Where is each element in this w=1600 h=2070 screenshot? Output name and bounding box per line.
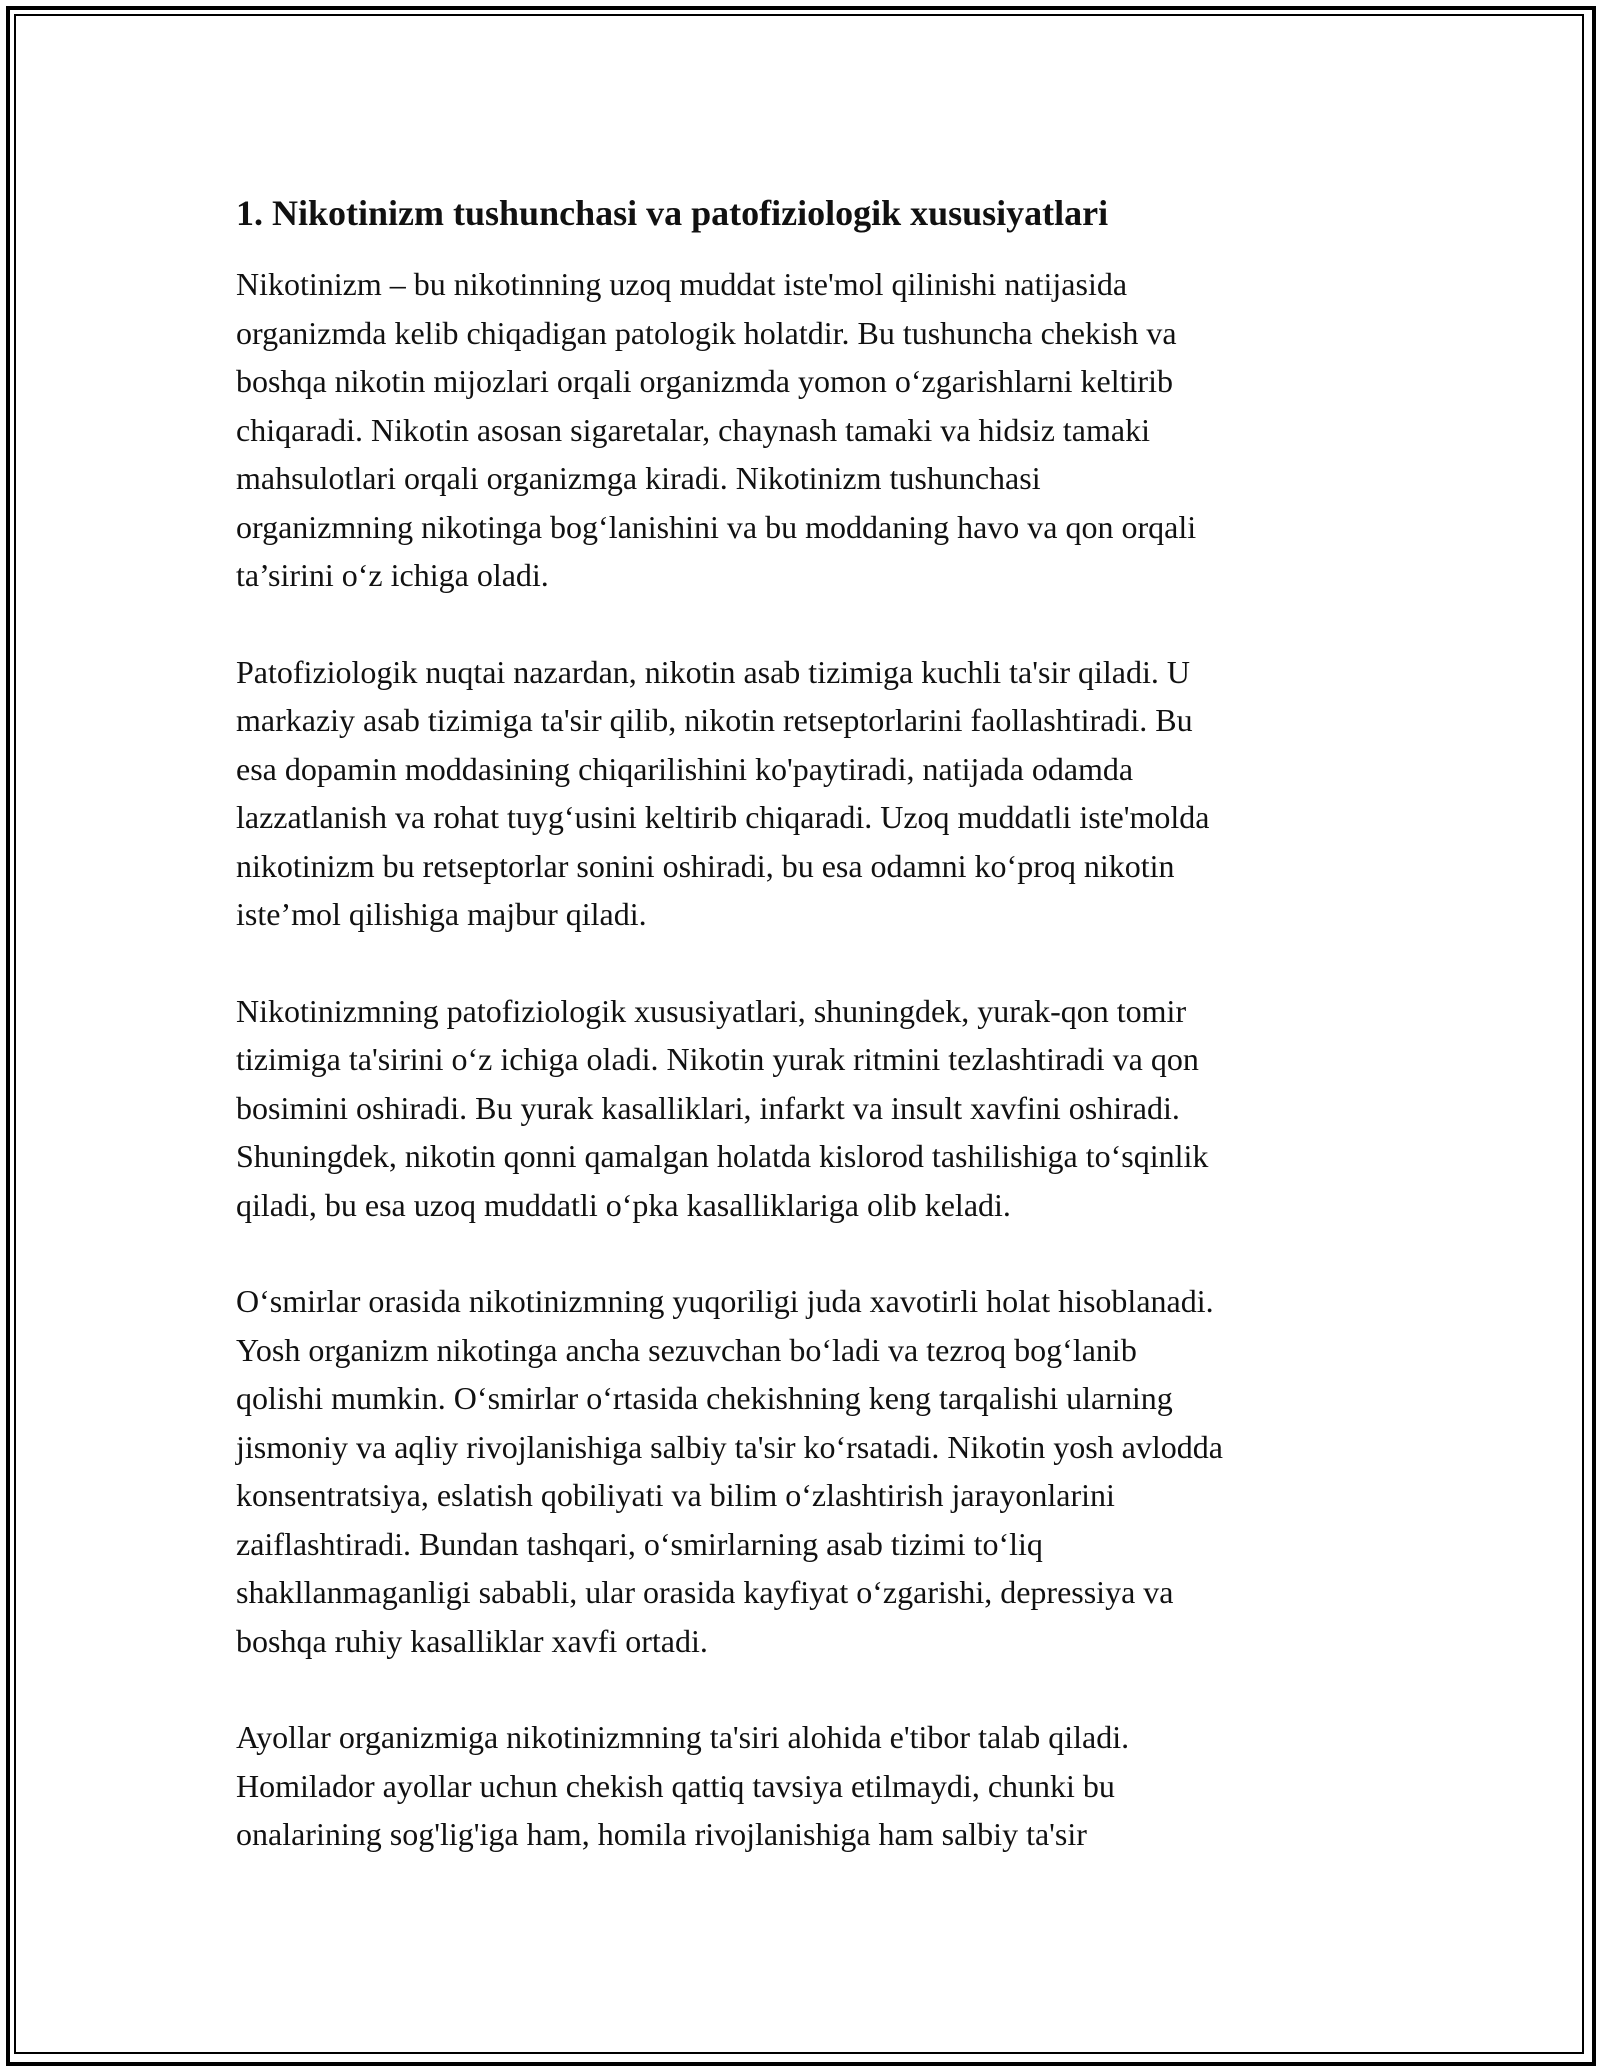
- text-line: bosimini oshiradi. Bu yurak kasalliklari, infarkt va insult xavfini oshiradi.: [236, 1089, 1180, 1126]
- text-line: Patofiziologik nuqtai nazardan, nikotin asab tizimiga kuchli ta'sir qiladi. U: [236, 653, 1190, 690]
- text-line: Nikotinizmning patofiziologik xususiyatlari, shuningdek, yurak-qon tomir: [236, 992, 1187, 1029]
- text-line: qolishi mumkin. O‘smirlar o‘rtasida chekishning keng tarqalishi ularning: [236, 1380, 1173, 1416]
- text-line: Shuningdek, nikotin qonni qamalgan holatda kislorod tashilishiga to‘sqinlik: [236, 1138, 1209, 1174]
- text-line: markaziy asab tizimiga ta'sir qilib, nikotin retseptorlarini faollashtiradi. Bu: [236, 702, 1193, 738]
- text-line: lazzatlanish va rohat tuyg‘usini keltirib chiqaradi. Uzoq muddatli iste'molda: [236, 799, 1210, 835]
- text-line: qiladi, bu esa uzoq muddatli o‘pka kasalliklariga olib keladi.: [236, 1186, 1011, 1223]
- paragraph-5: [236, 1713, 1396, 1859]
- text-line: organizmda kelib chiqadigan patologik holatdir. Bu tushuncha chekish va: [236, 314, 1177, 351]
- text-line: mahsulotlari orqali organizmga kiradi. Nikotinizm tushunchasi: [236, 460, 1041, 496]
- text-line: konsentratsiya, eslatish qobiliyati va bilim o‘zlashtirish jarayonlarini: [236, 1477, 1115, 1513]
- text-line: shakllanmaganligi sababli, ular orasida kayfiyat o‘zgarishi, depressiya va: [236, 1574, 1174, 1610]
- text-line: Homilador ayollar uchun chekish qattiq tavsiya etilmaydi, chunki bu: [236, 1767, 1115, 1804]
- text-line: boshqa nikotin mijozlari orqali organizmda yomon o‘zgarishlarni keltirib: [236, 363, 1173, 399]
- text-line: jismoniy va aqliy rivojlanishiga salbiy ta'sir ko‘rsatadi. Nikotin yosh avlodda: [236, 1428, 1223, 1465]
- text-line: Ayollar organizmiga nikotinizmning ta'siri alohida e'tibor talab qiladi.: [236, 1719, 1130, 1755]
- paragraph-2: [236, 648, 1396, 939]
- section-heading: 1. Nikotinizm tushunchasi va patofiziologik xususiyatlari: [236, 193, 1109, 233]
- text-line: nikotinizm bu retseptorlar sonini oshiradi, bu esa odamni ko‘proq nikotin: [236, 847, 1175, 884]
- text-line: organizmning nikotinga bog‘lanishini va bu moddaning havo va qon orqali: [236, 508, 1197, 545]
- text-line: boshqa ruhiy kasalliklar xavfi ortadi.: [236, 1622, 708, 1659]
- text-line: zaiflashtiradi. Bundan tashqari, o‘smirlarning asab tizimi to‘liq: [236, 1525, 1043, 1562]
- paragraph-1: [236, 260, 1396, 600]
- paragraph-3: [236, 987, 1396, 1230]
- paragraph-4: [236, 1277, 1396, 1665]
- text-line: O‘smirlar orasida nikotinizmning yuqoriligi juda xavotirli holat hisoblanadi.: [236, 1283, 1214, 1319]
- text-line: chiqaradi. Nikotin asosan sigaretalar, chaynash tamaki va hidsiz tamaki: [236, 411, 1150, 448]
- text-line: iste’mol qilishiga majbur qiladi.: [236, 896, 647, 932]
- text-line: Nikotinizm – bu nikotinning uzoq muddat iste'mol qilinishi natijasida: [236, 266, 1128, 302]
- text-line: ta’sirini o‘z ichiga oladi.: [236, 557, 549, 593]
- text-line: tizimiga ta'sirini o‘z ichiga oladi. Nikotin yurak ritmini tezlashtiradi va qon: [236, 1041, 1199, 1077]
- text-line: Yosh organizm nikotinga ancha sezuvchan bo‘ladi va tezroq bog‘lanib: [236, 1331, 1137, 1368]
- document-content: [236, 188, 1396, 1907]
- text-line: onalarining sog'lig'iga ham, homila rivojlanishiga ham salbiy ta'sir: [236, 1816, 1087, 1852]
- text-line: esa dopamin moddasining chiqarilishini ko'paytiradi, natijada odamda: [236, 750, 1134, 787]
